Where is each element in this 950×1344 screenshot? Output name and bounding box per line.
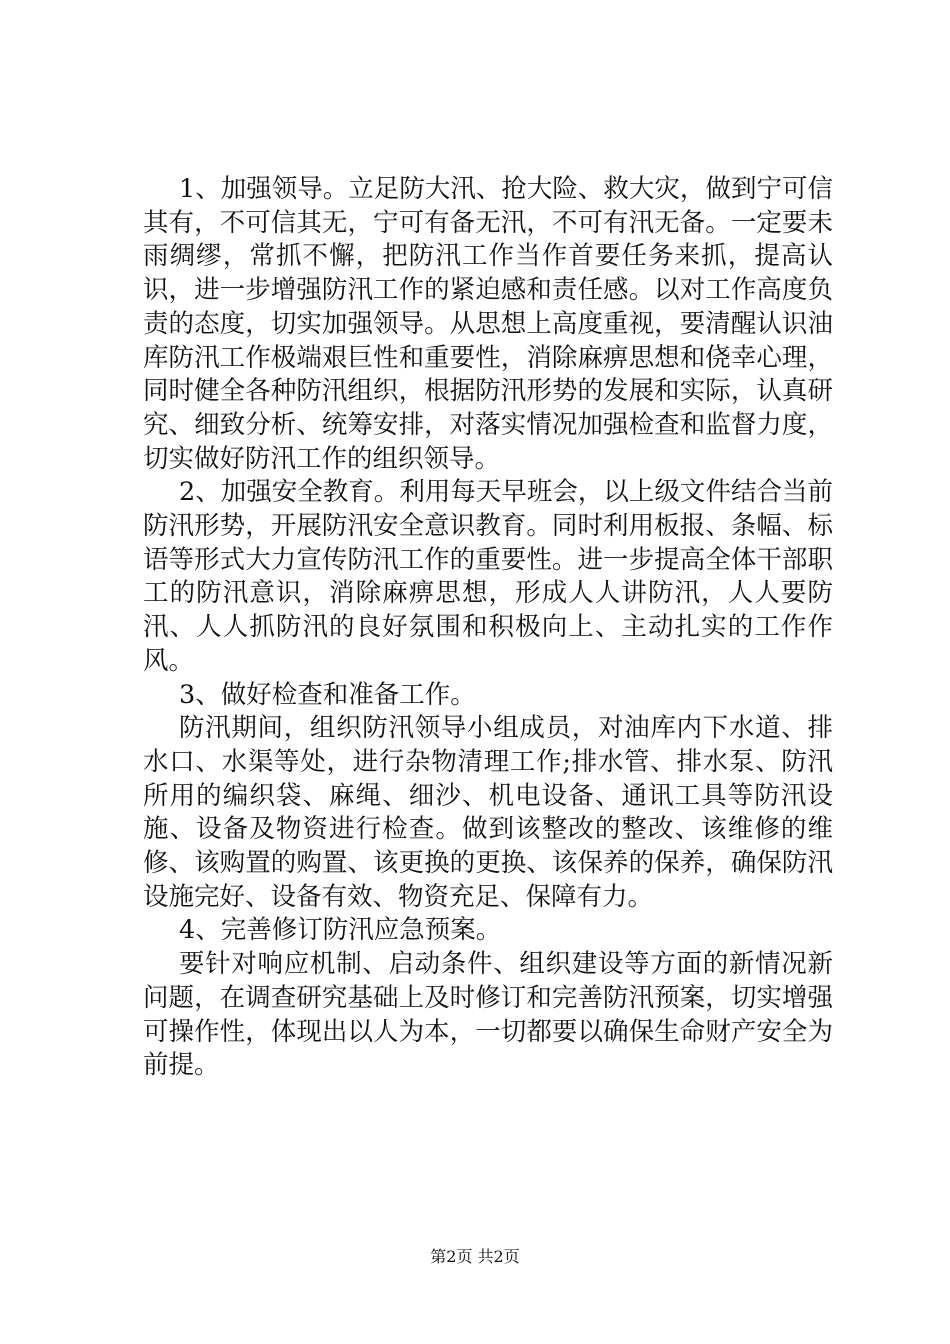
document-body xyxy=(143,173,833,1083)
page-footer: 第2页 共2页 xyxy=(430,1247,520,1266)
paragraph-plan-heading: 4、完善修订防汛应急预案。 xyxy=(179,915,502,946)
paragraph-safety-education: 2、加强安全教育。利用每天早班会，以上级文件结合当前防汛形势，开展防汛安全意识教育。同时利用板报、条幅、标语等形式大力宣传防汛工作的重要性。进一步提高全体干部职工的防汛意识，消除麻痹思想，形成人人讲防汛，人人要防汛、人人抓防汛的良好氛围和积极向上、主动扎实的工作作风。 xyxy=(143,477,833,676)
paragraph-plan-body: 要针对响应机制、启动条件、组织建设等方面的新情况新问题，在调查研究基础上及时修订和完善防汛预案，切实增强可操作性，体现出以人为本，一切都要以确保生命财产安全为前提。 xyxy=(143,949,833,1081)
paragraph-inspection-body: 防汛期间，组织防汛领导小组成员，对油库内下水道、排水口、水渠等处，进行杂物清理工作;排水管、排水泵、防汛所用的编织袋、麻绳、细沙、机电设备、通讯工具等防汛设施、设备及物资进行检查。做到该整改的整改、该维修的维修、该购置的购置、该更换的更换、该保养的保养，确保防汛设施完好、设备有效、物资充足、保障有力。 xyxy=(143,713,833,912)
paragraph-inspection-heading: 3、做好检查和准备工作。 xyxy=(179,679,476,710)
paragraph-leadership: 1、加强领导。立足防大汛、抢大险、救大灾，做到宁可信其有，不可信其无，宁可有备无汛，不可有汛无备。一定要未雨绸缪，常抓不懈，把防汛工作当作首要任务来抓，提高认识，进一步增强防汛工作的紧迫感和责任感。以对工作高度负责的态度，切实加强领导。从思想上高度重视，要清醒认识油库防汛工作极端艰巨性和重要性，消除麻痹思想和侥幸心理，同时健全各种防汛组织，根据防汛形势的发展和实际，认真研究、细致分析、统筹安排，对落实情况加强检查和监督力度，切实做好防汛工作的组织领导。 xyxy=(143,174,833,474)
